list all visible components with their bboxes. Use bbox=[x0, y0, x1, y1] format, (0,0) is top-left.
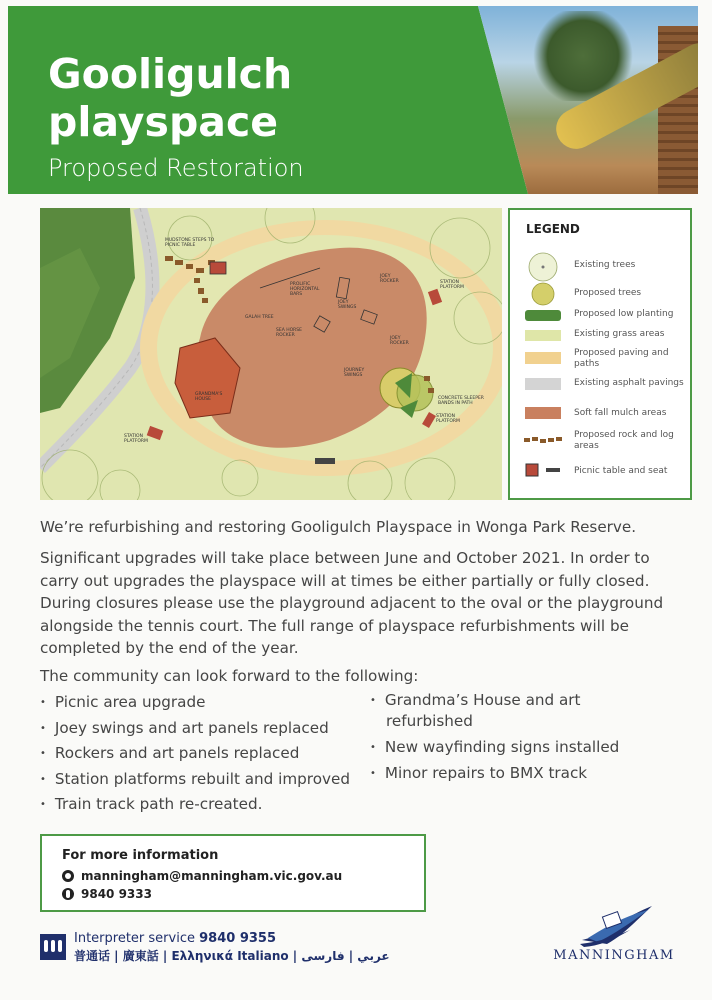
map-label-joey-rocker-mid: JOEY ROCKER bbox=[390, 336, 409, 346]
details-paragraph: Significant upgrades will take place between June and October 2021. In order to carry out upgrades the playspace will at times be either partially or fully closed. During closures please use the playground adjacent to the oval or the playground alongside the tennis court. The full range of playspace refurbishments will be completed by the end of the year. bbox=[40, 549, 664, 657]
email-link[interactable]: manningham@manningham.vic.gov.au bbox=[81, 869, 343, 883]
map-label-joey-swings: JOEY SWINGS bbox=[338, 300, 357, 310]
low-planting-swatch bbox=[522, 306, 564, 326]
list-item: • Picnic area upgrade bbox=[40, 690, 360, 716]
map-label-mudstone: MUDSTONE STEPS TO PICNIC TABLE bbox=[165, 238, 215, 248]
map-label-joey-rocker-top: JOEY ROCKER bbox=[380, 274, 399, 284]
legend-title: LEGEND bbox=[526, 222, 580, 236]
phone-number[interactable]: 9840 9333 bbox=[81, 887, 152, 901]
interpreter-languages: 普通话 | 廣東話 | Ελληνικά Italiano | عربي | فارسی bbox=[74, 949, 390, 963]
map-label-station-top: STATION PLATFORM bbox=[440, 280, 464, 290]
list-lead-paragraph: The community can look forward to the following: bbox=[40, 667, 419, 685]
list-item-continuation: refurbished bbox=[386, 712, 473, 730]
phone-line[interactable] bbox=[62, 887, 152, 901]
picnic-table-icon bbox=[522, 460, 564, 484]
rock-log-icon bbox=[522, 428, 564, 456]
info-title: For more information bbox=[62, 848, 219, 863]
map-label-station-left: STATION PLATFORM bbox=[124, 434, 148, 444]
title-line-2: playspace bbox=[48, 98, 279, 146]
contact-info-box bbox=[40, 834, 426, 912]
legend-item-existing-trees: Existing trees bbox=[510, 252, 694, 282]
proposed-tree-icon bbox=[522, 282, 564, 306]
interpreter-label: Interpreter service bbox=[74, 931, 195, 946]
list-item: • Station platforms rebuilt and improved bbox=[40, 767, 360, 793]
legend-item-rock-log: Proposed rock and log areas bbox=[510, 428, 694, 456]
interpreter-icon bbox=[40, 934, 66, 960]
interpreter-service bbox=[74, 931, 276, 946]
list-item: • Grandma’s House and art bbox=[370, 690, 690, 711]
site-plan-map bbox=[40, 208, 502, 500]
list-item: • Rockers and art panels replaced bbox=[40, 741, 360, 767]
map-label-station-right: STATION PLATFORM bbox=[436, 414, 460, 424]
email-icon bbox=[62, 870, 74, 882]
legend-item-paving: Proposed paving and paths bbox=[510, 346, 694, 372]
map-label-journey-swings: JOURNEY SWINGS bbox=[344, 368, 365, 378]
improvements-list-left bbox=[40, 690, 360, 818]
list-item: • Train track path re-created. bbox=[40, 792, 360, 818]
legend-item-mulch: Soft fall mulch areas bbox=[510, 402, 694, 426]
map-label-prolific: PROLIFIC HORIZONTAL BARS bbox=[290, 282, 320, 297]
existing-tree-icon bbox=[522, 252, 564, 282]
map-label-sea-horse: SEA HORSE ROCKER bbox=[276, 328, 302, 338]
intro-paragraph: We’re refurbishing and restoring Gooligulch Playspace in Wonga Park Reserve. bbox=[40, 518, 637, 536]
map-label-galah-tree: GALAH TREE bbox=[245, 315, 274, 320]
mulch-swatch bbox=[522, 402, 564, 426]
paving-swatch bbox=[522, 346, 564, 372]
legend-item-low-planting: Proposed low planting bbox=[510, 306, 694, 326]
email-line[interactable] bbox=[62, 869, 342, 883]
manningham-wordmark: MANNINGHAM bbox=[553, 948, 675, 963]
legend-item-asphalt: Existing asphalt pavings bbox=[510, 374, 694, 404]
map-label-grandmas: GRANDMA'S HOUSE bbox=[195, 392, 223, 402]
list-item: • Minor repairs to BMX track bbox=[370, 763, 690, 784]
list-item: • Joey swings and art panels replaced bbox=[40, 716, 360, 742]
interpreter-number: 9840 9355 bbox=[199, 931, 276, 946]
legend-item-proposed-trees: Proposed trees bbox=[510, 282, 694, 306]
phone-icon bbox=[62, 888, 74, 900]
page-title bbox=[48, 50, 368, 146]
list-item: • New wayfinding signs installed bbox=[370, 737, 690, 758]
map-legend bbox=[508, 208, 692, 500]
header-banner bbox=[8, 6, 698, 194]
improvements-list-right bbox=[370, 690, 690, 784]
map-label-concrete: CONCRETE SLEEPER BANDS IN PATH bbox=[438, 396, 484, 406]
page-subtitle: Proposed Restoration bbox=[48, 154, 304, 182]
asphalt-swatch bbox=[522, 374, 564, 404]
legend-item-picnic: Picnic table and seat bbox=[510, 460, 694, 484]
title-line-1: Gooligulch bbox=[48, 50, 293, 98]
legend-item-grass: Existing grass areas bbox=[510, 326, 694, 346]
site-plan-drawing bbox=[40, 208, 502, 500]
grass-swatch bbox=[522, 326, 564, 346]
